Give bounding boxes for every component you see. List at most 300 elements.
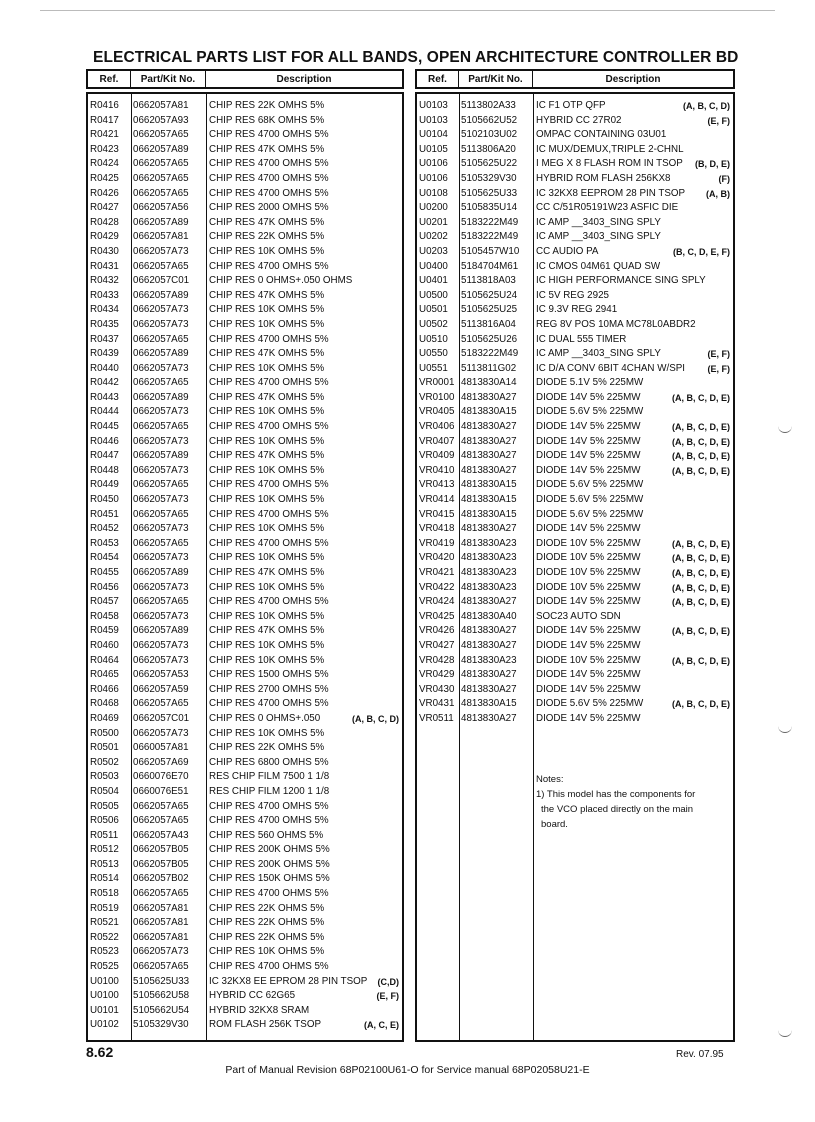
table-row xyxy=(88,668,402,683)
part-number: 0662057A89 xyxy=(133,216,189,228)
part-ref: U0200 xyxy=(419,202,448,214)
table-row xyxy=(88,274,402,289)
table-row xyxy=(417,449,733,464)
header-ref: Ref. xyxy=(417,71,459,87)
table-row xyxy=(88,362,402,377)
part-description: CHIP RES 200K OHMS 5% xyxy=(209,858,330,870)
part-number: 0662057A73 xyxy=(133,610,189,622)
part-ref: R0446 xyxy=(90,435,119,447)
table-row xyxy=(417,289,733,304)
part-description: CHIP RES 10K OMHS 5% xyxy=(209,639,325,651)
model-code: (A, B, C, D, E) xyxy=(672,582,730,593)
part-ref: R0466 xyxy=(90,683,119,695)
table-row xyxy=(417,537,733,552)
table-row xyxy=(417,318,733,333)
part-ref: R0503 xyxy=(90,771,119,783)
part-number: 5113811G02 xyxy=(461,362,517,374)
part-ref: U0201 xyxy=(419,216,448,228)
part-ref: R0519 xyxy=(90,902,119,914)
part-ref: VR0001 xyxy=(419,377,455,389)
part-ref: R0502 xyxy=(90,756,119,768)
part-number: 4813830A27 xyxy=(461,625,517,637)
part-number: 0662057A89 xyxy=(133,567,189,578)
table-row xyxy=(417,639,733,654)
part-ref: VR0422 xyxy=(419,581,455,593)
table-row xyxy=(88,405,402,420)
notes-line: board. xyxy=(541,819,568,830)
part-number: 0662057A65 xyxy=(133,961,189,973)
model-code: (A, B, C, D, E) xyxy=(672,538,730,549)
table-row xyxy=(88,187,402,202)
table-row xyxy=(88,872,402,887)
part-ref: VR0427 xyxy=(419,639,455,651)
part-description: DIODE 5.6V 5% 225MW xyxy=(536,406,644,418)
part-description: DIODE 5.6V 5% 225MW xyxy=(536,508,644,520)
part-description: DIODE 10V 5% 225MW xyxy=(536,581,641,593)
part-ref: R0513 xyxy=(90,858,119,870)
table-row xyxy=(417,624,733,639)
part-ref: R0447 xyxy=(90,450,119,462)
part-ref: R0445 xyxy=(90,421,119,433)
part-number: 5183222M49 xyxy=(461,231,519,243)
part-ref: R0521 xyxy=(90,917,119,929)
part-number: 4813830A27 xyxy=(461,712,517,724)
model-code: (A, B, C, D, E) xyxy=(672,568,730,578)
model-code: (A, B, C, D, E) xyxy=(672,597,730,608)
part-ref: R0431 xyxy=(90,260,119,272)
margin-mark xyxy=(778,1030,792,1037)
model-code: (E, F) xyxy=(707,363,730,374)
table-row xyxy=(417,654,733,669)
table-row xyxy=(88,347,402,362)
part-number: 0662057A65 xyxy=(133,800,189,812)
part-ref: R0506 xyxy=(90,815,119,827)
table-row xyxy=(417,260,733,275)
table-row xyxy=(88,216,402,231)
header-description: Description xyxy=(605,73,661,85)
part-ref: R0428 xyxy=(90,216,119,228)
part-ref: U0104 xyxy=(419,129,448,141)
part-ref: R0450 xyxy=(90,494,119,506)
part-ref: R0444 xyxy=(90,406,119,418)
part-number: 4813830A27 xyxy=(461,683,517,695)
part-number: 0662057A65 xyxy=(133,698,189,710)
part-ref: R0430 xyxy=(90,245,119,257)
table-row xyxy=(88,712,402,727)
part-number: 0662057A73 xyxy=(133,406,189,418)
part-ref: VR0429 xyxy=(419,669,455,681)
part-description: CHIP RES 10K OMHS 5% xyxy=(209,406,325,418)
part-description: CHIP RES 22K OMHS 5% xyxy=(209,231,325,243)
footer-text: Part of Manual Revision 68P02100U61-O for Service manual 68P02058U21-E xyxy=(225,1064,590,1076)
part-number: 4813830A27 xyxy=(461,435,517,447)
table-row xyxy=(88,260,402,275)
part-ref: R0423 xyxy=(90,143,119,155)
right-parts-table xyxy=(415,92,735,1042)
table-row xyxy=(88,391,402,406)
table-row xyxy=(88,683,402,698)
table-row xyxy=(88,931,402,946)
part-ref: U0551 xyxy=(419,362,448,374)
table-row xyxy=(417,581,733,596)
part-description: CHIP RES 150K OHMS 5% xyxy=(209,873,330,885)
part-description: IC CMOS 04M61 QUAD SW xyxy=(536,260,661,272)
part-ref: U0100 xyxy=(90,975,119,987)
part-number: 0662057B05 xyxy=(133,844,189,856)
part-number: 0662057A65 xyxy=(133,888,189,900)
table-row xyxy=(88,581,402,596)
part-number: 4813830A27 xyxy=(461,669,517,681)
part-number: 5105625U33 xyxy=(461,187,518,199)
part-number: 0662057A89 xyxy=(133,348,189,360)
model-code: (A, B, C, D, E) xyxy=(672,626,730,637)
part-number: 5105662U52 xyxy=(461,114,518,126)
part-description: IC HIGH PERFORMANCE SING SPLY xyxy=(536,275,706,287)
part-number: 4813830A40 xyxy=(461,610,517,622)
part-ref: U0108 xyxy=(419,187,448,199)
part-ref: R0523 xyxy=(90,946,119,958)
table-row xyxy=(88,741,402,756)
part-description: HYBRID 32KX8 SRAM xyxy=(209,1004,310,1016)
model-code: (A, B, C, D, E) xyxy=(672,451,730,462)
part-number: 0662057A81 xyxy=(133,902,189,914)
part-description: DIODE 14V 5% 225MW xyxy=(536,683,641,695)
part-description: DIODE 14V 5% 225MW xyxy=(536,523,641,535)
table-row xyxy=(88,420,402,435)
part-number: 0662057A69 xyxy=(133,756,189,768)
part-number: 0660076E70 xyxy=(133,771,189,783)
table-row xyxy=(417,435,733,450)
part-description: CHIP RES 4700 OMHS 5% xyxy=(209,800,329,812)
part-description: IC AMP __3403_SING SPLY xyxy=(536,216,661,228)
part-ref: R0505 xyxy=(90,800,119,812)
part-number: 0662057A73 xyxy=(133,464,189,476)
model-code: (A, B, C, D, E) xyxy=(672,699,730,710)
part-number: 4813830A27 xyxy=(461,596,517,608)
part-number: 4813830A27 xyxy=(461,639,517,651)
part-ref: VR0100 xyxy=(419,391,455,403)
part-number: 0662057A81 xyxy=(133,931,189,943)
part-number: 5113816A04 xyxy=(461,318,516,330)
part-description: CHIP RES 4700 OMHS 5% xyxy=(209,333,329,345)
table-row xyxy=(417,347,733,362)
table-row xyxy=(88,960,402,975)
part-number: 0662057A73 xyxy=(133,654,189,666)
part-description: DIODE 14V 5% 225MW xyxy=(536,450,641,462)
part-ref: R0456 xyxy=(90,581,119,593)
part-number: 0662057A73 xyxy=(133,245,189,257)
table-row xyxy=(88,843,402,858)
margin-mark xyxy=(778,426,792,433)
table-row xyxy=(88,595,402,610)
model-code: (F) xyxy=(718,173,730,184)
part-ref: VR0426 xyxy=(419,625,455,637)
part-number: 0662057A73 xyxy=(133,304,189,316)
table-row xyxy=(88,303,402,318)
part-description: CHIP RES 10K OMHS 5% xyxy=(209,610,325,622)
table-row xyxy=(417,683,733,698)
table-row xyxy=(88,697,402,712)
part-number: 0662057A53 xyxy=(133,669,189,681)
table-row xyxy=(88,756,402,771)
part-description: CHIP RES 47K OMHS 5% xyxy=(209,348,325,360)
part-description: CHIP RES 2700 OMHS 5% xyxy=(209,683,329,695)
left-rows xyxy=(88,99,402,1033)
part-description: CHIP RES 10K OMHS 5% xyxy=(209,654,325,666)
part-ref: U0101 xyxy=(90,1004,119,1016)
part-description: CHIP RES 22K OMHS 5% xyxy=(209,100,325,111)
table-row xyxy=(417,128,733,143)
table-row xyxy=(417,114,733,129)
part-number: 5113802A33 xyxy=(461,100,516,111)
part-number: 0662057A65 xyxy=(133,172,189,184)
table-row xyxy=(417,376,733,391)
table-row xyxy=(417,522,733,537)
table-row xyxy=(88,727,402,742)
part-ref: VR0418 xyxy=(419,523,455,535)
part-description: HYBRID ROM FLASH 256KX8 xyxy=(536,172,671,184)
part-description: CHIP RES 2000 OMHS 5% xyxy=(209,202,329,214)
part-description: CHIP RES 0 OHMS+.050 OHMS xyxy=(209,275,353,287)
part-ref: R0459 xyxy=(90,625,119,637)
table-row xyxy=(417,405,733,420)
table-row xyxy=(88,902,402,917)
part-number: 0662057A73 xyxy=(133,946,189,958)
part-number: 0662057A65 xyxy=(133,187,189,199)
part-description: DIODE 14V 5% 225MW xyxy=(536,712,641,724)
table-row xyxy=(88,128,402,143)
part-ref: R0434 xyxy=(90,304,119,316)
part-ref: VR0414 xyxy=(419,494,455,506)
part-number: 0662057A73 xyxy=(133,727,189,739)
part-number: 5105625U33 xyxy=(133,975,190,987)
part-description: CHIP RES 22K OHMS 5% xyxy=(209,902,325,914)
part-ref: R0504 xyxy=(90,785,119,797)
part-number: 0660076E51 xyxy=(133,785,189,797)
part-ref: U0500 xyxy=(419,289,448,301)
part-description: DIODE 5.6V 5% 225MW xyxy=(536,494,644,506)
table-row xyxy=(88,916,402,931)
table-row xyxy=(417,172,733,187)
part-number: 5105625U26 xyxy=(461,333,518,345)
part-description: CHIP RES 10K OMHS 5% xyxy=(209,581,325,593)
part-number: 0662057A73 xyxy=(133,639,189,651)
part-number: 0662057A43 xyxy=(133,829,189,841)
part-description: DIODE 10V 5% 225MW xyxy=(536,537,641,549)
part-number: 0662057A65 xyxy=(133,537,189,549)
part-ref: R0455 xyxy=(90,567,119,578)
part-ref: R0511 xyxy=(90,829,119,841)
model-code: (A, B, C, D) xyxy=(352,713,399,724)
part-ref: U0103 xyxy=(419,100,448,111)
part-description: CHIP RES 4700 OMHS 5% xyxy=(209,479,329,491)
model-code: (E, F) xyxy=(707,349,730,360)
part-ref: R0464 xyxy=(90,654,119,666)
part-number: 4813830A27 xyxy=(461,391,517,403)
part-ref: R0427 xyxy=(90,202,119,214)
part-description: CHIP RES 10K OMHS 5% xyxy=(209,464,325,476)
model-code: (A, B) xyxy=(706,188,730,199)
part-number: 0662057C01 xyxy=(133,712,190,724)
table-row xyxy=(88,945,402,960)
left-parts-table xyxy=(86,92,404,1042)
table-row xyxy=(88,464,402,479)
model-code: (A, B, C, D, E) xyxy=(672,422,730,433)
revision: Rev. 07.95 xyxy=(676,1049,724,1060)
part-number: 0662057A65 xyxy=(133,129,189,141)
part-description: CHIP RES 4700 OMHS 5% xyxy=(209,377,329,389)
part-ref: R0458 xyxy=(90,610,119,622)
table-row xyxy=(417,362,733,377)
table-row xyxy=(88,814,402,829)
model-code: (A, C, E) xyxy=(364,1020,399,1031)
table-row xyxy=(417,143,733,158)
part-ref: VR0406 xyxy=(419,421,455,433)
part-number: 0662057A73 xyxy=(133,318,189,330)
part-number: 5105662U58 xyxy=(133,990,190,1002)
part-description: DIODE 14V 5% 225MW xyxy=(536,625,641,637)
part-number: 5113818A03 xyxy=(461,275,516,287)
part-description: DIODE 14V 5% 225MW xyxy=(536,421,641,433)
part-description: HYBRID CC 27R02 xyxy=(536,114,622,126)
part-description: CHIP RES 4700 OMHS 5% xyxy=(209,815,329,827)
part-ref: VR0430 xyxy=(419,683,455,695)
model-code: (A, B, C, D, E) xyxy=(672,553,730,564)
table-row xyxy=(88,478,402,493)
table-row xyxy=(88,566,402,581)
part-number: 0662057A81 xyxy=(133,917,189,929)
part-description: CHIP RES 10K OMHS 5% xyxy=(209,245,325,257)
part-number: 0662057A56 xyxy=(133,202,189,214)
table-row xyxy=(88,785,402,800)
table-row xyxy=(417,551,733,566)
part-description: I MEG X 8 FLASH ROM IN TSOP xyxy=(536,158,683,170)
table-row xyxy=(88,318,402,333)
part-description: CHIP RES 4700 OMHS 5% xyxy=(209,596,329,608)
table-row xyxy=(88,289,402,304)
part-ref: R0449 xyxy=(90,479,119,491)
part-description: DIODE 5.6V 5% 225MW xyxy=(536,698,644,710)
part-ref: VR0425 xyxy=(419,610,455,622)
part-number: 4813830A15 xyxy=(461,494,517,506)
part-ref: VR0405 xyxy=(419,406,455,418)
part-description: CC AUDIO PA xyxy=(536,245,599,257)
part-number: 4813830A27 xyxy=(461,464,517,476)
part-description: CHIP RES 4700 OMHS 5% xyxy=(209,129,329,141)
table-row xyxy=(417,333,733,348)
table-row xyxy=(88,537,402,552)
table-row xyxy=(417,610,733,625)
part-description: CHIP RES 47K OMHS 5% xyxy=(209,450,325,462)
model-code: (C,D) xyxy=(377,976,399,987)
part-ref: R0425 xyxy=(90,172,119,184)
part-ref: U0100 xyxy=(90,990,119,1002)
header-ref: Ref. xyxy=(88,71,131,87)
part-description: CHIP RES 4700 OMHS 5% xyxy=(209,187,329,199)
table-row xyxy=(88,624,402,639)
left-table-header xyxy=(86,69,404,89)
table-row xyxy=(417,464,733,479)
part-ref: U0501 xyxy=(419,304,448,316)
table-row xyxy=(417,712,733,727)
table-row xyxy=(88,1004,402,1019)
table-row xyxy=(88,858,402,873)
part-number: 0662057B02 xyxy=(133,873,189,885)
part-ref: U0203 xyxy=(419,245,448,257)
part-description: ROM FLASH 256K TSOP xyxy=(209,1019,321,1031)
margin-mark xyxy=(778,726,792,733)
table-row xyxy=(417,508,733,523)
part-number: 5113806A20 xyxy=(461,143,516,155)
part-number: 0662057A81 xyxy=(133,231,189,243)
header-description: Description xyxy=(276,73,332,85)
part-ref: VR0415 xyxy=(419,508,455,520)
part-ref: R0437 xyxy=(90,333,119,345)
part-number: 0662057B05 xyxy=(133,858,189,870)
part-number: 0662057A65 xyxy=(133,333,189,345)
table-row xyxy=(88,376,402,391)
table-row xyxy=(417,303,733,318)
model-code: (B, C, D, E, F) xyxy=(673,246,730,257)
part-description: CHIP RES 47K OMHS 5% xyxy=(209,625,325,637)
table-row xyxy=(88,508,402,523)
part-ref: U0502 xyxy=(419,318,448,330)
table-row xyxy=(88,610,402,625)
part-description: CHIP RES 200K OHMS 5% xyxy=(209,844,330,856)
table-row xyxy=(417,595,733,610)
part-number: 4813830A23 xyxy=(461,552,517,564)
part-number: 0662057A89 xyxy=(133,391,189,403)
part-ref: R0426 xyxy=(90,187,119,199)
part-description: DIODE 5.6V 5% 225MW xyxy=(536,479,644,491)
top-rule xyxy=(40,10,775,11)
part-ref: VR0410 xyxy=(419,464,455,476)
part-description: CHIP RES 560 OHMS 5% xyxy=(209,829,324,841)
part-description: CHIP RES 10K OMHS 5% xyxy=(209,318,325,330)
part-number: 0662057A59 xyxy=(133,683,189,695)
part-description: DIODE 14V 5% 225MW xyxy=(536,639,641,651)
part-number: 4813830A27 xyxy=(461,523,517,535)
model-code: (E, F) xyxy=(707,115,730,126)
part-ref: R0453 xyxy=(90,537,119,549)
notes-line: the VCO placed directly on the main xyxy=(541,804,694,815)
part-ref: VR0428 xyxy=(419,654,455,666)
part-description: IC 32KX8 EEPROM 28 PIN TSOP xyxy=(536,187,686,199)
page-number: 8.62 xyxy=(86,1044,114,1060)
table-row xyxy=(88,829,402,844)
table-row xyxy=(88,143,402,158)
part-ref: R0429 xyxy=(90,231,119,243)
notes-heading: Notes: xyxy=(536,774,564,785)
part-number: 5184704M61 xyxy=(461,260,519,272)
part-description: CHIP RES 10K OMHS 5% xyxy=(209,523,325,535)
part-description: IC MUX/DEMUX,TRIPLE 2-CHNL xyxy=(536,143,684,155)
part-description: DIODE 10V 5% 225MW xyxy=(536,567,641,578)
part-number: 5183222M49 xyxy=(461,348,519,360)
table-row xyxy=(88,887,402,902)
part-description: CHIP RES 68K OMHS 5% xyxy=(209,114,325,126)
table-row xyxy=(417,157,733,172)
table-row xyxy=(417,274,733,289)
part-description: IC 9.3V REG 2941 xyxy=(536,304,618,316)
part-description: CHIP RES 4700 OMHS 5% xyxy=(209,698,329,710)
part-description: IC 32KX8 EE EPROM 28 PIN TSOP xyxy=(209,975,368,987)
part-ref: R0514 xyxy=(90,873,119,885)
part-number: 0662057A65 xyxy=(133,479,189,491)
table-row xyxy=(88,639,402,654)
part-ref: VR0511 xyxy=(419,712,454,724)
right-rows xyxy=(417,99,733,727)
